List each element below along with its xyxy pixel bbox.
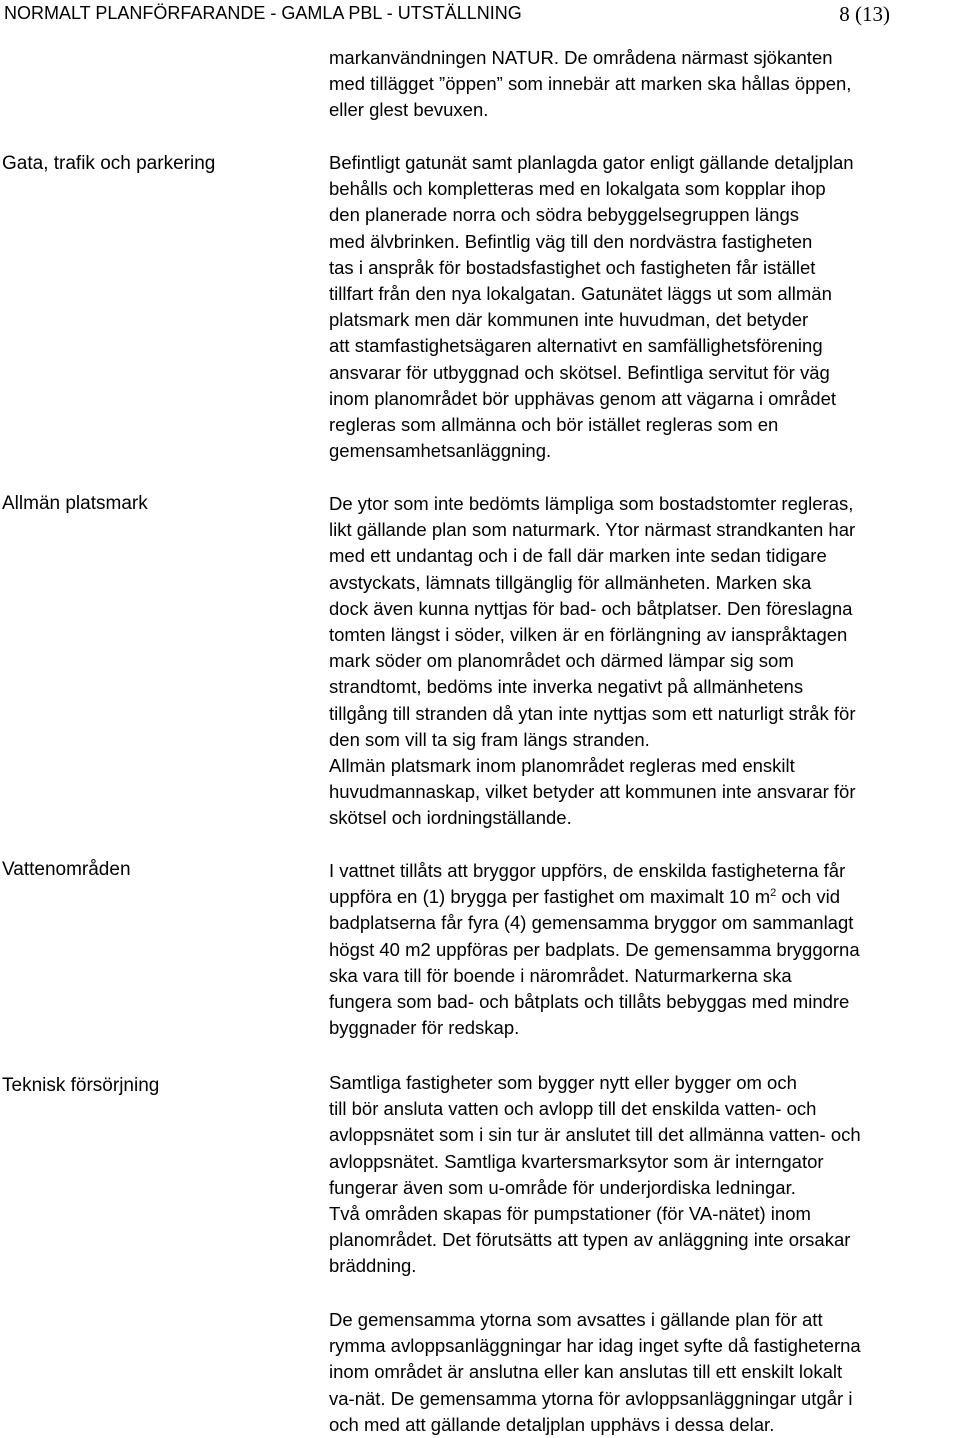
text-line: strandtomt, bedöms inte inverka negativt på allmänhetens xyxy=(329,676,804,698)
text-line: likt gällande plan som naturmark. Ytor närmast strandkanten har xyxy=(329,519,856,541)
text-line: Allmän platsmark inom planområdet regleras med enskilt xyxy=(329,755,795,777)
text-line: De ytor som inte bedömts lämpliga som bostadstomter regleras, xyxy=(329,493,854,514)
text-line: tillgång till stranden då ytan inte nyttjas som ett naturligt stråk för xyxy=(329,702,856,724)
text-line: tas i anspråk för bostadsfastighet och fastigheten får istället xyxy=(329,256,816,278)
text-line: markanvändningen NATUR. De områdena närmast sjökanten xyxy=(329,47,833,68)
text-line: huvudmannaskap, vilket betyder att kommunen inte ansvarar för xyxy=(329,781,856,803)
section-label-gata: Gata, trafik och parkering xyxy=(2,153,216,174)
text-line: byggnader för redskap. xyxy=(329,1017,520,1039)
text-line xyxy=(329,884,957,910)
text-line: inom planområdet bör upphävas genom att vägarna i området xyxy=(329,387,836,409)
text-line: tomten längst i söder, vilken är en förlängning av ianspråktagen xyxy=(329,624,848,646)
section-label-allman-platsmark: Allmän platsmark xyxy=(2,493,148,514)
teknisk-forsorjning-paragraph xyxy=(329,1070,957,1280)
text-line: Befintligt gatunät samt planlagda gator enligt gällande detaljplan xyxy=(329,152,854,173)
page-number: 8 (13) xyxy=(839,2,890,26)
text-line: till bör ansluta vatten och avlopp till det enskilda vatten- och xyxy=(329,1098,817,1120)
text-line: avstyckats, lämnats tillgänglig för allmänheten. Marken ska xyxy=(329,571,812,593)
text-line: bräddning. xyxy=(329,1255,417,1277)
text-line: regleras som allmänna och bör istället regleras som en xyxy=(329,414,779,436)
text-line: gemensamhetsanläggning. xyxy=(329,440,552,462)
text-line: platsmark men där kommunen inte huvudman, det betyder xyxy=(329,309,809,331)
text-line: De gemensamma ytorna som avsattes i gällande plan för att xyxy=(329,1309,823,1330)
text-line: avloppsnätet. Samtliga kvartersmarksytor som är interngator xyxy=(329,1150,824,1172)
text-line: dock även kunna nyttjas för bad- och båtplatser. Den föreslagna xyxy=(329,597,853,619)
final-paragraph xyxy=(329,1307,957,1438)
text-line: skötsel och iordningställande. xyxy=(329,807,572,829)
text-line: badplatserna får fyra (4) gemensamma bryggor om sammanlagt xyxy=(329,912,854,934)
text-line: med tillägget ”öppen” som innebär att marken ska hållas öppen, xyxy=(329,73,852,95)
text-segment: uppföra en (1) brygga per fastighet om maximalt 10 m xyxy=(329,886,771,908)
text-line: ansvarar för utbyggnad och skötsel. Befintliga servitut för väg xyxy=(329,361,830,383)
text-line: Två områden skapas för pumpstationer (för VA-nätet) inom xyxy=(329,1203,811,1225)
section-label-vattenomraden: Vattenområden xyxy=(2,859,131,880)
superscript: 2 xyxy=(770,887,777,900)
section-label-teknisk-forsorjning: Teknisk försörjning xyxy=(2,1075,160,1096)
text-line: och med att gällande detaljplan upphävs i dessa delar. xyxy=(329,1413,775,1435)
text-line: den planerade norra och södra bebyggelsegruppen längs xyxy=(329,204,800,226)
text-line: fungerar även som u-område för underjordiska ledningar. xyxy=(329,1176,796,1198)
text-line: den som vill ta sig fram längs stranden. xyxy=(329,728,650,750)
intro-paragraph xyxy=(329,45,957,124)
text-line: eller glest bevuxen. xyxy=(329,99,489,121)
text-line: högst 40 m2 uppföras per badplats. De gemensamma bryggorna xyxy=(329,938,860,960)
text-line: behålls och kompletteras med en lokalgata som kopplar ihop xyxy=(329,178,826,200)
document-header-title: NORMALT PLANFÖRFARANDE - GAMLA PBL - UTSTÄLLNING xyxy=(4,3,522,23)
text-line: planområdet. Det förutsätts att typen av anläggning inte orsakar xyxy=(329,1229,851,1251)
text-line: fungera som bad- och båtplats och tillåts bebyggas med mindre xyxy=(329,991,850,1013)
text-line: tillfart från den nya lokalgatan. Gatunätet läggs ut som allmän xyxy=(329,283,832,305)
text-line: avloppsnätet som i sin tur är anslutet till det allmänna vatten- och xyxy=(329,1124,861,1146)
text-line: rymma avloppsanläggningar har idag inget syfte då fastigheterna xyxy=(329,1335,861,1357)
text-line: Samtliga fastigheter som bygger nytt eller bygger om och xyxy=(329,1072,797,1093)
text-segment: och vid xyxy=(776,886,841,908)
text-line: med älvbrinken. Befintlig väg till den nordvästra fastigheten xyxy=(329,230,813,252)
text-line: va-nät. De gemensamma ytorna för avloppsanläggningar utgår i xyxy=(329,1387,853,1409)
text-line: ska vara till för boende i närområdet. Naturmarkerna ska xyxy=(329,964,792,986)
text-line: att stamfastighetsägaren alternativt en samfällighetsförening xyxy=(329,335,823,357)
gata-paragraph xyxy=(329,150,957,464)
allman-platsmark-paragraph xyxy=(329,491,957,832)
text-line: inom området är anslutna eller kan anslutas till ett enskilt lokalt xyxy=(329,1361,843,1383)
text-line: med ett undantag och i de fall där marken inte sedan tidigare xyxy=(329,545,827,567)
text-line: I vattnet tillåts att bryggor uppförs, de enskilda fastigheterna får xyxy=(329,860,846,881)
text-line: mark söder om planområdet och därmed lämpar sig som xyxy=(329,650,794,672)
vattenomraden-paragraph xyxy=(329,858,957,1041)
